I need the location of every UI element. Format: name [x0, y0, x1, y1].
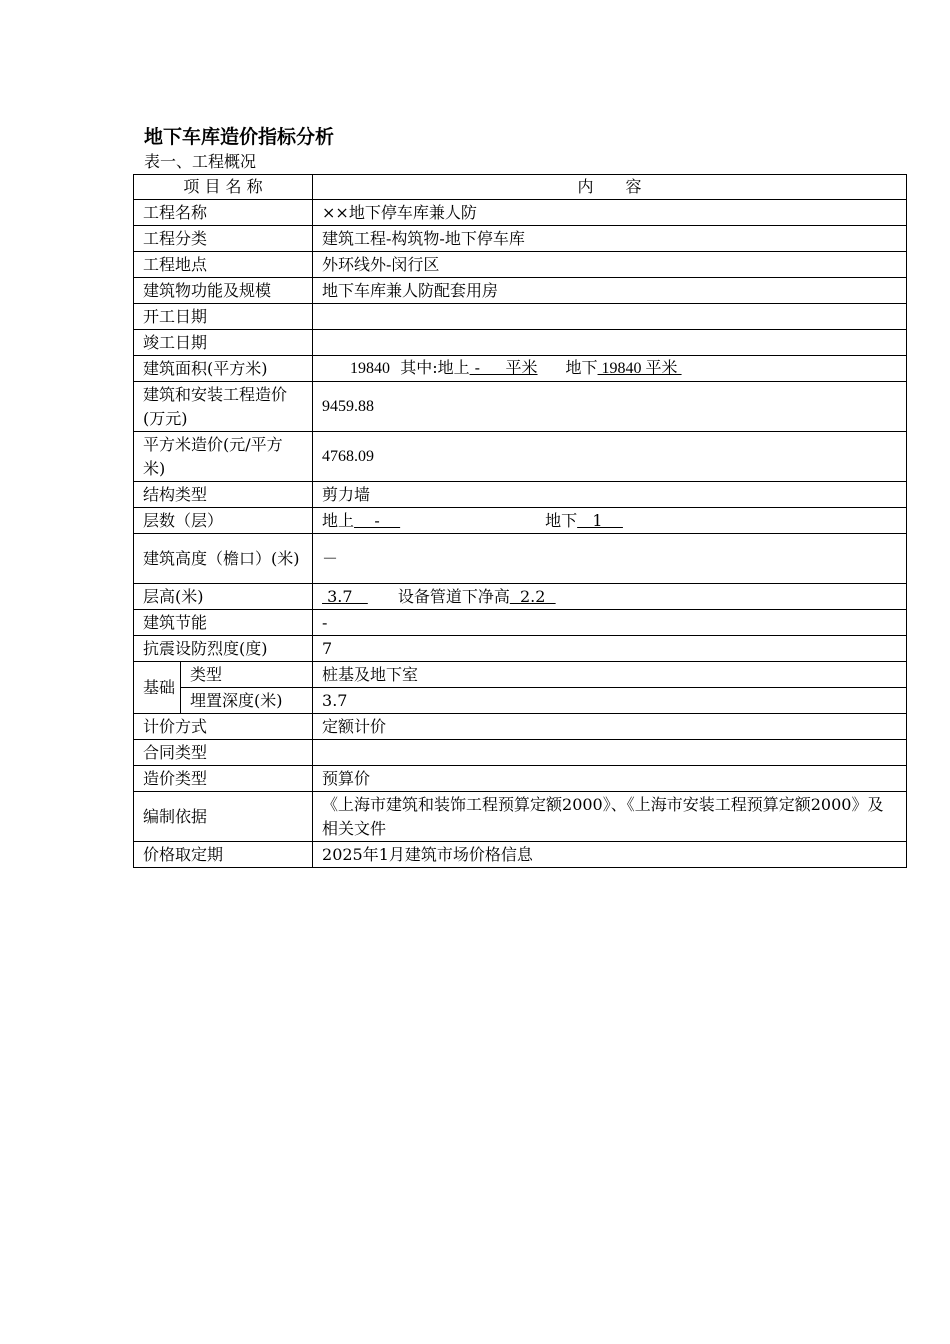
- table-row: [134, 584, 907, 610]
- row-label: 建筑物功能及规模: [134, 278, 313, 304]
- header-content: [313, 175, 907, 200]
- floors-below-prefix: 地下: [545, 510, 578, 530]
- table-row: [134, 382, 907, 432]
- row-label: 埋置深度(米): [181, 688, 313, 714]
- row-value-area: [313, 356, 907, 382]
- table-row: [134, 304, 907, 330]
- row-value: 7: [313, 636, 907, 662]
- row-label: 建筑面积(平方米): [134, 356, 313, 382]
- floors-below-value: 1: [577, 510, 623, 530]
- table-caption: 表一、工程概况: [144, 152, 257, 171]
- row-label: 建筑和安装工程造价(万元): [134, 382, 313, 432]
- table-row: [134, 688, 907, 714]
- table-row: [134, 432, 907, 482]
- row-label: 结构类型: [134, 482, 313, 508]
- row-value-floor-height: [313, 584, 907, 610]
- header-item-name: [134, 175, 313, 200]
- table-row: [134, 356, 907, 382]
- row-label: 编制依据: [134, 792, 313, 842]
- row-label: 建筑节能: [134, 610, 313, 636]
- area-below-prefix: 地下: [565, 358, 598, 377]
- row-label: 抗震设防烈度(度): [134, 636, 313, 662]
- row-label: 工程名称: [134, 200, 313, 226]
- header-item-name-text: 项 目 名 称: [183, 177, 263, 196]
- table-row: [134, 740, 907, 766]
- floor-height-value: 3.7: [322, 586, 368, 606]
- row-value: [313, 740, 907, 766]
- row-label: 计价方式: [134, 714, 313, 740]
- table-row: [134, 252, 907, 278]
- table-row: [134, 278, 907, 304]
- row-value: ××地下停车库兼人防: [313, 200, 907, 226]
- row-value: 剪力墙: [313, 482, 907, 508]
- table-header-row: [134, 175, 907, 200]
- row-value: 外环线外-闵行区: [313, 252, 907, 278]
- table-row: [134, 662, 907, 688]
- row-label: 层高(米): [134, 584, 313, 610]
- table-row: [134, 534, 907, 584]
- header-content-text: 内 容: [577, 177, 642, 196]
- pipe-clearance-prefix: 设备管道下净高: [397, 586, 510, 606]
- row-label: 价格取定期: [134, 842, 313, 868]
- table-row: [134, 610, 907, 636]
- area-total: 19840: [350, 360, 391, 377]
- table-row: [134, 200, 907, 226]
- table-row: [134, 330, 907, 356]
- row-value: -: [313, 610, 907, 636]
- row-value: 桩基及地下室: [313, 662, 907, 688]
- area-above-value: - 平米: [469, 358, 538, 377]
- table-row: [134, 226, 907, 252]
- row-value: [313, 304, 907, 330]
- row-label: 开工日期: [134, 304, 313, 330]
- row-value: 建筑工程-构筑物-地下停车库: [313, 226, 907, 252]
- row-value: 预算价: [313, 766, 907, 792]
- table-row: [134, 636, 907, 662]
- row-label: 工程分类: [134, 226, 313, 252]
- table-row: [134, 714, 907, 740]
- row-value: 4768.09: [313, 432, 907, 482]
- row-label: 造价类型: [134, 766, 313, 792]
- row-label: 平方米造价(元/平方米): [134, 432, 313, 482]
- row-value: 2025年1月建筑市场价格信息: [313, 842, 907, 868]
- project-overview-table: [133, 174, 907, 868]
- row-value: 定额计价: [313, 714, 907, 740]
- row-label: 层数（层）: [134, 508, 313, 534]
- document-title: 地下车库造价指标分析: [144, 126, 335, 148]
- row-label: 合同类型: [134, 740, 313, 766]
- table-row: [134, 766, 907, 792]
- row-value: 《上海市建筑和装饰工程预算定额2000》、《上海市安装工程预算定额2000》及相关文件: [313, 792, 907, 842]
- row-label: 建筑高度（檐口）(米): [134, 534, 313, 584]
- row-value: 9459.88: [313, 382, 907, 432]
- table-row: [134, 842, 907, 868]
- pipe-clearance-value: 2.2: [509, 586, 556, 606]
- table-row: [134, 792, 907, 842]
- foundation-group-label: 基础: [134, 662, 181, 714]
- area-above-prefix: 其中:地上: [400, 358, 470, 377]
- floors-above-prefix: 地上: [322, 510, 355, 530]
- row-value: 3.7: [313, 688, 907, 714]
- table-row: [134, 508, 907, 534]
- row-label: 竣工日期: [134, 330, 313, 356]
- row-value-floors: [313, 508, 907, 534]
- row-label: 工程地点: [134, 252, 313, 278]
- row-label: 类型: [181, 662, 313, 688]
- area-below-value: 19840 平米: [597, 360, 682, 377]
- row-value: [313, 330, 907, 356]
- row-value: 地下车库兼人防配套用房: [313, 278, 907, 304]
- table-row: [134, 482, 907, 508]
- row-value: －: [313, 534, 907, 584]
- floors-above-value: -: [354, 510, 401, 530]
